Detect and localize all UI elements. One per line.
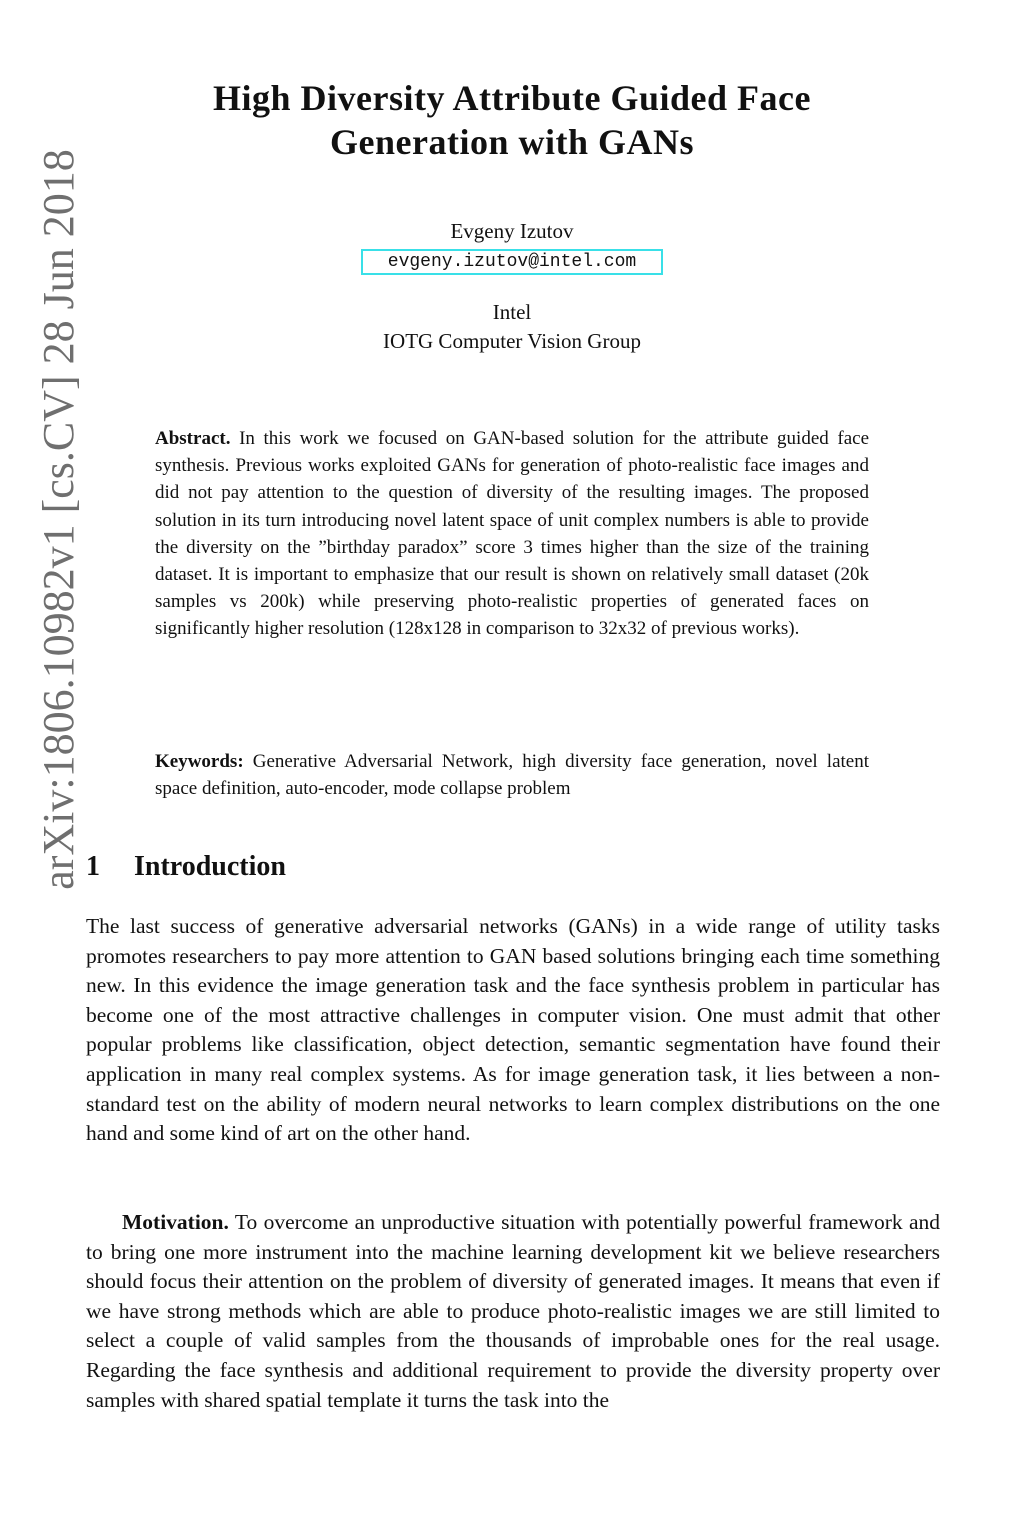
keywords: [155, 748, 869, 802]
arxiv-identifier: arXiv:1806.10982v1 [cs.CV] 28 Jun 2018: [33, 148, 83, 890]
motivation-text: To overcome an unproductive situation with potentially powerful framework and to bring one more instrument into the machine learning development kit we believe researchers should focus their attention on the problem of diversity of generated images. It means that even if we have strong methods which are able to produce photo-realistic images we are still limited to select a couple of valid samples from the thousands of improbable ones for the real usage. Regarding the face synthesis and additional requirement to provide the diversity property over samples with shared spatial template it turns the task into the: [86, 1210, 940, 1412]
section-title: Introduction: [134, 851, 286, 882]
intro-paragraph: The last success of generative adversarial networks (GANs) in a wide range of utility tasks promotes researchers to pay more attention to GAN based solutions bringing each time something new. In this evidence the image generation task and the face synthesis problem in particular has become one of the most attractive challenges in computer vision. One must admit that other popular problems like classification, object detection, semantic segmentation have found their application in many real complex systems. As for image generation task, it lies between a non-standard test on the ability of modern neural networks to learn complex distributions on the one hand and some kind of art on the other hand.: [86, 914, 940, 1146]
affiliation-org: Intel: [492, 300, 532, 324]
abstract-text: In this work we focused on GAN-based solution for the attribute guided face synthesis. Previous works exploited GANs for generation of photo-realistic face images and did not pay attention to the question of diversity of the resulting images. The proposed solution in its turn introducing novel latent space of unit complex numbers is able to provide the diversity on the ”birthday paradox” score 3 times higher than the size of the training dataset. It is important to emphasize that our result is shown on relatively small dataset (20k samples vs 200k) while preserving photo-realistic properties of generated faces on significantly higher resolution (128x128 in comparison to 32x32 of previous works).: [155, 428, 869, 640]
abstract-label: Abstract.: [155, 428, 231, 449]
affiliation-group: IOTG Computer Vision Group: [383, 329, 641, 353]
keywords-text: Generative Adversarial Network, high diversity face generation, novel latent space definition, auto-encoder, mode collapse problem: [155, 751, 869, 800]
section-number: 1: [86, 851, 100, 882]
motivation-paragraph: [86, 1208, 940, 1415]
paper-title: [120, 76, 904, 164]
arxiv-stamp: [24, 88, 92, 950]
paper-title-line-1: High Diversity Attribute Guided Face: [213, 78, 811, 118]
paper-title-line-2: Generation with GANs: [330, 122, 694, 162]
author-name: Evgeny Izutov: [450, 219, 574, 243]
keywords-label: Keywords:: [155, 751, 244, 772]
affiliation: [120, 298, 904, 356]
motivation-label: Motivation.: [122, 1210, 229, 1234]
section-heading-introduction: [86, 850, 286, 884]
author-email-link[interactable]: evgeny.izutov@intel.com: [361, 249, 663, 275]
abstract: [155, 425, 869, 643]
